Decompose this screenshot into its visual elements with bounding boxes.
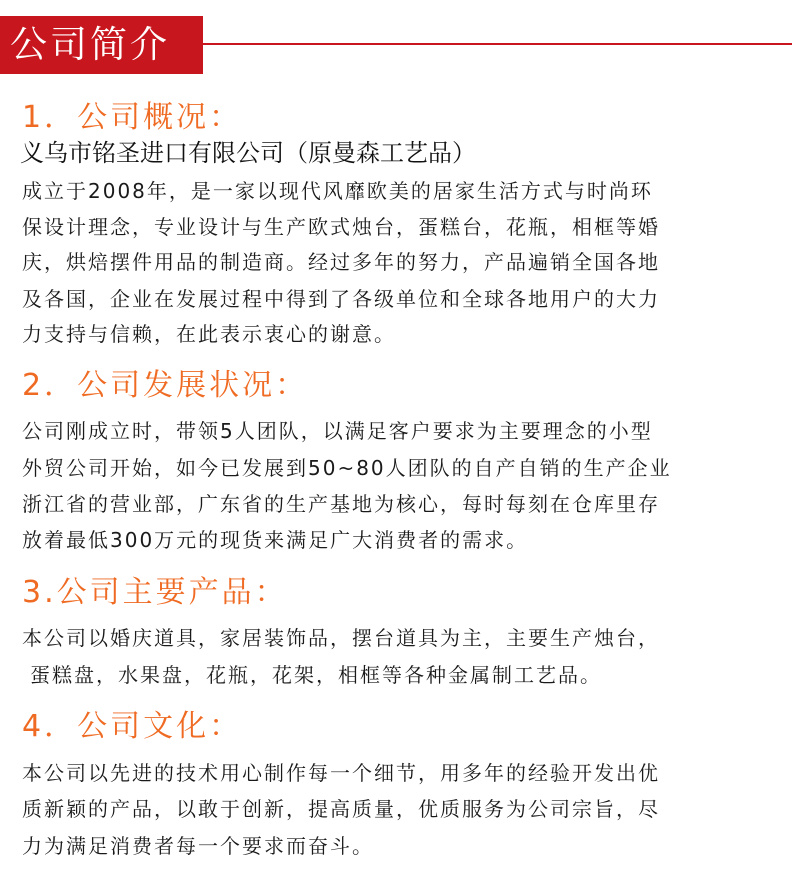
section-3-line-2: 蛋糕盘，水果盘，花瓶，花架，相框等各种金属制工艺品。 [30, 663, 602, 687]
company-name: 义乌市铭圣进口有限公司（原曼森工艺品） [20, 139, 476, 167]
section-2-title: 2．公司发展状况： [22, 368, 309, 403]
section-1-line-2: 保设计理念，专业设计与生产欧式烛台，蛋糕台，花瓶，相框等婚 [22, 215, 660, 239]
section-4-line-1: 本公司以先进的技术用心制作每一个细节，用多年的经验开发出优 [22, 761, 660, 785]
section-1-line-4: 及各国，企业在发展过程中得到了各级单位和全球各地用户的大力 [22, 287, 660, 311]
section-4-line-2: 质新颖的产品，以敢于创新，提高质量，优质服务为公司宗旨，尽 [22, 797, 660, 821]
section-1-line-5: 力支持与信赖，在此表示衷心的谢意。 [22, 322, 396, 346]
section-3-title: 3.公司主要产品： [22, 575, 288, 610]
section-2-line-2: 外贸公司开始，如今已发展到50~80人团队的自产自销的生产企业 [22, 456, 672, 480]
section-3-line-1: 本公司以婚庆道具，家居装饰品，摆台道具为主，主要生产烛台， [22, 626, 660, 650]
section-2-line-3: 浙江省的营业部，广东省的生产基地为核心，每时每刻在仓库里存 [22, 492, 660, 516]
section-2-line-4: 放着最低300万元的现货来满足广大消费者的需求。 [22, 528, 529, 552]
header-title: 公司简介 [0, 16, 203, 74]
section-2-line-1: 公司刚成立时，带领5人团队，以满足客户要求为主要理念的小型 [22, 419, 653, 443]
section-1-line-1: 成立于2008年，是一家以现代风靡欧美的居家生活方式与时尚环 [22, 179, 653, 203]
section-4-line-3: 力为满足消费者每一个要求而奋斗。 [22, 834, 374, 858]
section-1-title: 1．公司概况： [22, 100, 243, 135]
section-4-title: 4．公司文化： [22, 709, 243, 744]
header-divider [203, 43, 792, 45]
section-1-line-3: 庆，烘焙摆件用品的制造商。经过多年的努力，产品遍销全国各地 [22, 250, 660, 274]
